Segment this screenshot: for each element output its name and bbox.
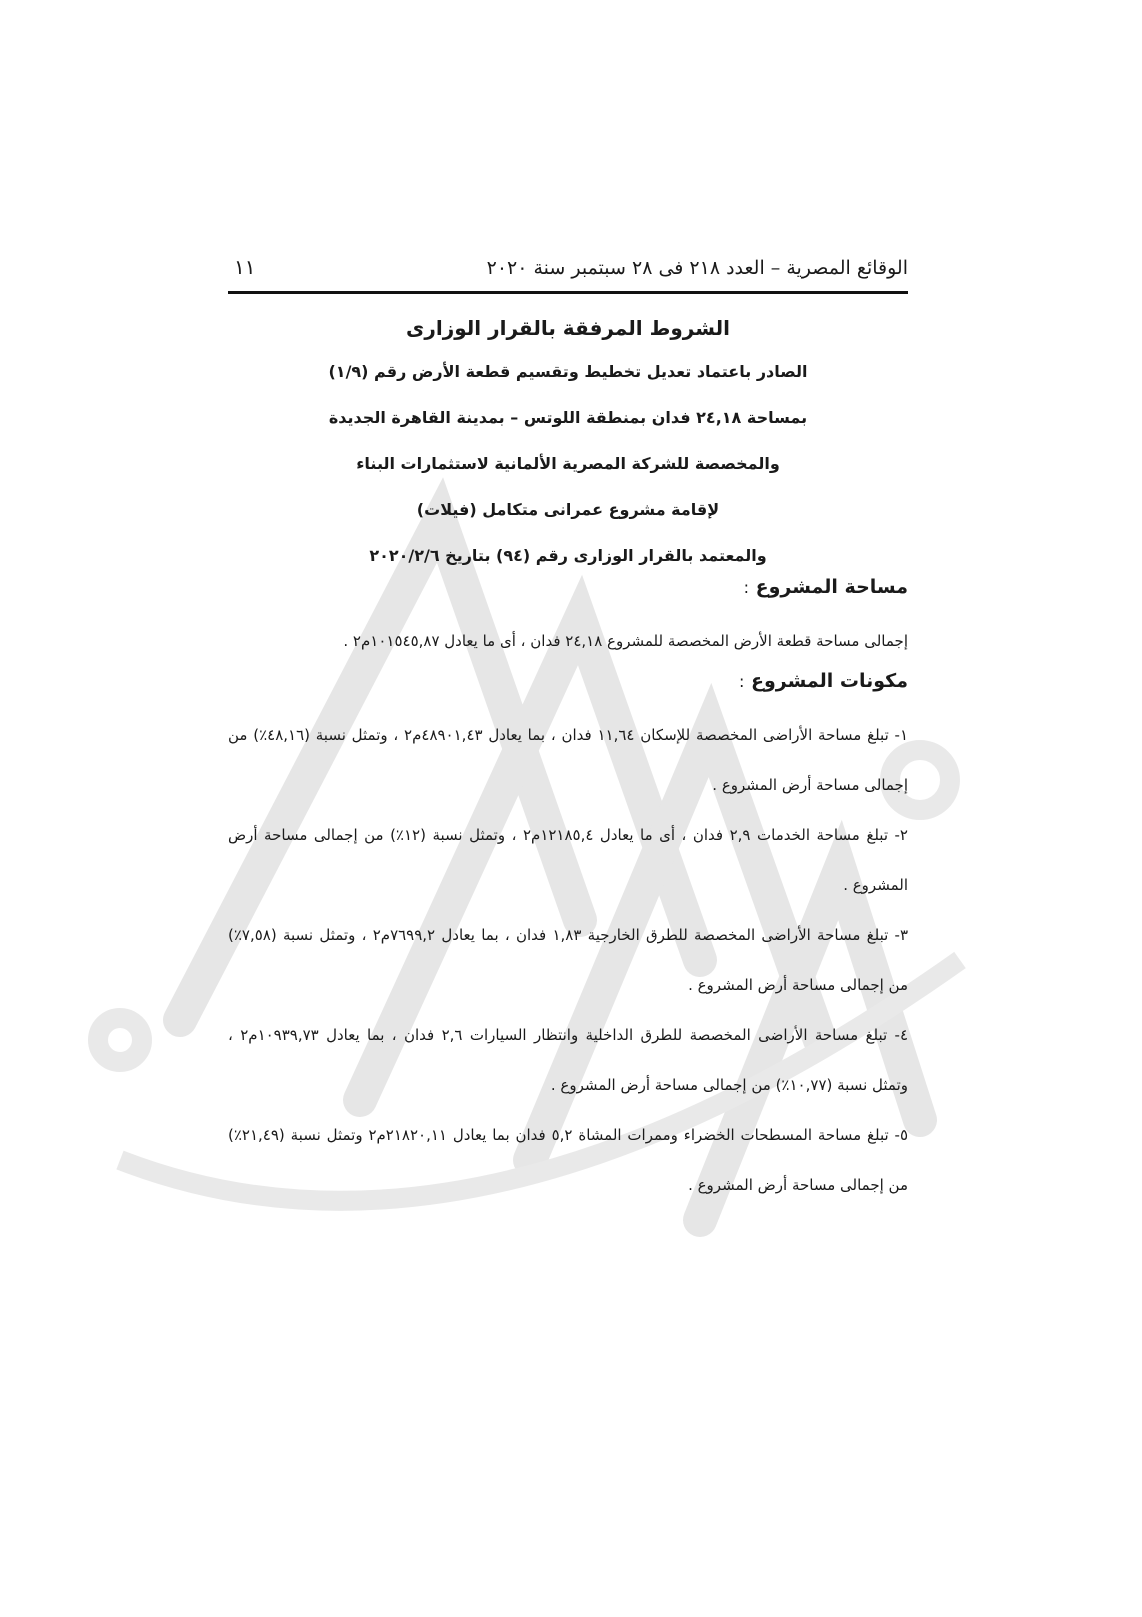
section-heading-text: مكونات المشروع — [750, 670, 908, 692]
heading-colon: : — [738, 672, 745, 691]
component-item-5: ٥- تبلغ مساحة المسطحات الخضراء وممرات المشاة ٥,٢ فدان بما يعادل ٢١٨٢٠,١١م٢ وتمثل نسبة (٢١,٤٩٪) من إجمالى مساحة أرض المشروع . — [228, 1126, 909, 1194]
subtitle-line: والمخصصة للشركة المصرية الألمانية لاستثمارات البناء — [356, 454, 780, 473]
subtitle-line: بمساحة ٢٤,١٨ فدان بمنطقة اللوتس – بمدينة القاهرة الجديدة — [328, 408, 808, 427]
component-item-3: ٣- تبلغ مساحة الأراضى المخصصة للطرق الخارجية ١,٨٣ فدان ، بما يعادل ٧٦٩٩,٢م٢ ، وتمثل نسبة (٧,٥٨٪) من إجمالى مساحة أرض المشروع . — [228, 926, 909, 994]
area-paragraph: إجمالى مساحة قطعة الأرض المخصصة للمشروع ٢٤,١٨ فدان ، أى ما يعادل ١٠١٥٤٥,٨٧م٢ . — [343, 632, 908, 650]
heading-colon: : — [743, 578, 749, 597]
section-heading-area — [228, 576, 908, 598]
section-heading-components — [228, 670, 908, 692]
document-title: الشروط المرفقة بالقرار الوزارى — [406, 316, 730, 340]
document-page — [228, 255, 908, 1210]
subtitle-line: والمعتمد بالقرار الوزارى رقم (٩٤) بتاريخ ٢٠٢٠/٢/٦ — [369, 546, 767, 565]
component-item-2: ٢- تبلغ مساحة الخدمات ٢,٩ فدان ، أى ما يعادل ١٢١٨٥,٤م٢ ، وتمثل نسبة (١٢٪) من إجمالى مساحة أرض المشروع . — [228, 826, 908, 894]
page-number: ١١ — [234, 255, 256, 279]
subtitle-line: لإقامة مشروع عمرانى متكامل (فيلات) — [416, 500, 720, 519]
page-header — [228, 255, 908, 294]
header-title: الوقائع المصرية – العدد ٢١٨ فى ٢٨ سبتمبر سنة ٢٠٢٠ — [486, 257, 908, 279]
section-heading-text: مساحة المشروع — [755, 576, 908, 598]
component-item-1: ١- تبلغ مساحة الأراضى المخصصة للإسكان ١١,٦٤ فدان ، بما يعادل ٤٨٩٠١,٤٣م٢ ، وتمثل نسبة (٤٨,١٦٪) من إجمالى مساحة أرض المشروع . — [228, 726, 909, 794]
title-block — [228, 316, 908, 566]
subtitle-line: الصادر باعتماد تعديل تخطيط وتقسيم قطعة الأرض رقم (١/٩) — [328, 362, 808, 381]
component-item-4: ٤- تبلغ مساحة الأراضى المخصصة للطرق الداخلية وانتظار السيارات ٢,٦ فدان ، بما يعادل ١٠٩٣٩,٧٣م٢ ، وتمثل نسبة (١٠,٧٧٪) من إجمالى مساحة أرض المشروع . — [228, 1026, 908, 1094]
